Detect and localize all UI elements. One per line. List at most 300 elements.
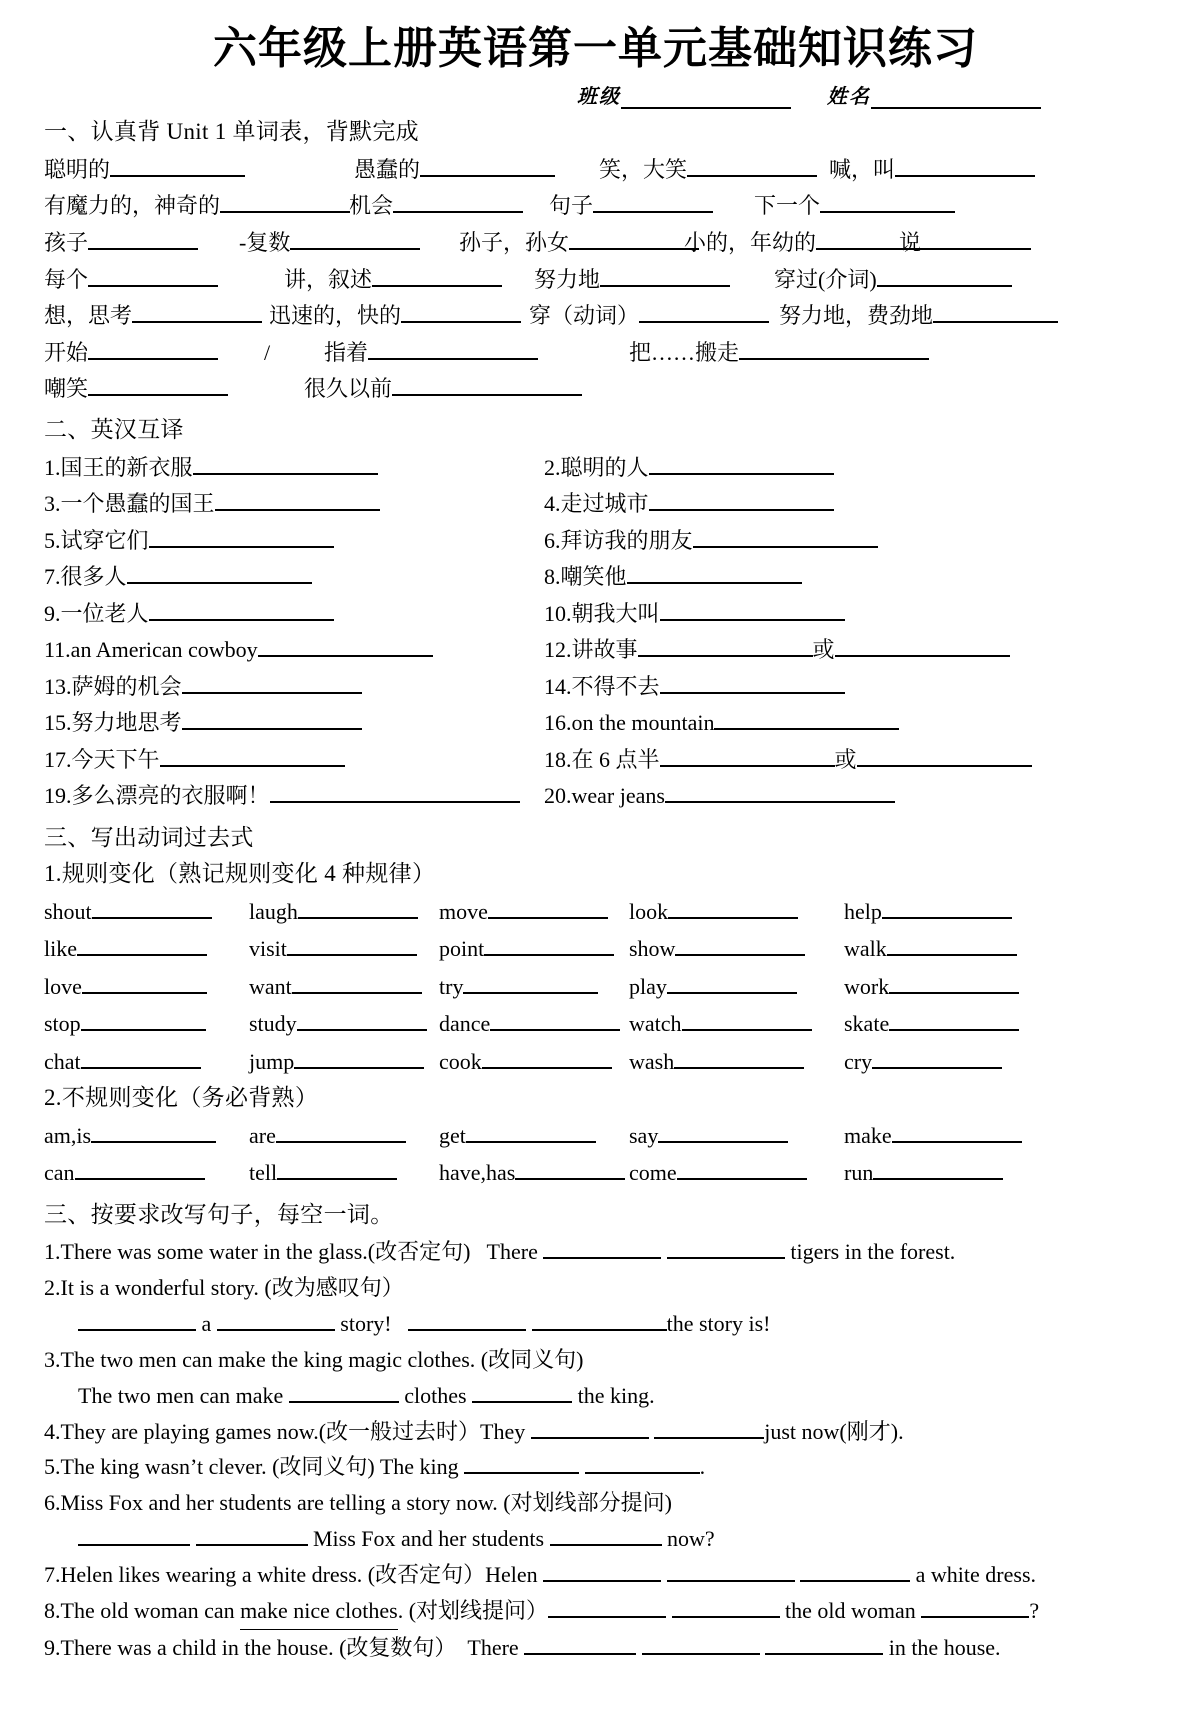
rewrite-text: The two men can make [78,1382,289,1408]
rewrite-number: 6. [44,1490,61,1516]
rewrite-blank[interactable] [78,1308,196,1331]
translation-row [44,632,1145,669]
translation-prompt: 9.一位老人 [44,600,149,626]
verb-blank[interactable] [463,971,598,994]
vocab-item [264,335,324,371]
rewrite-text: ? [1029,1597,1040,1623]
rewrite-text: There was a child in the house. (改复数句） There [60,1634,525,1660]
name-field[interactable] [827,80,1041,109]
rewrite-blank[interactable] [921,1595,1029,1618]
verb-item [844,894,1044,931]
translation-prompt: 4.走过城市 [544,491,649,517]
vocab-blank[interactable] [88,264,218,287]
vocab-label: 把……搬走 [629,339,740,365]
rewrite-text: just now(刚才). [764,1418,904,1444]
translation-blank[interactable] [182,671,362,694]
translation-blank[interactable] [149,598,334,621]
rewrite-text: The old woman can [60,1597,241,1623]
vocab-blank[interactable] [820,190,955,213]
rewrite-blank[interactable] [524,1632,636,1655]
translation-row [44,742,1145,779]
vocab-blank[interactable] [368,337,538,360]
verb-item [844,1044,1044,1081]
verb-blank[interactable] [667,971,797,994]
rewrite-text: clothes [398,1382,473,1408]
verb-item [44,1155,249,1192]
vocab-label: 想，思考 [44,303,133,329]
vocab-blank[interactable] [88,227,198,250]
verb-label: work [844,973,890,999]
vocab-row [44,188,1145,224]
translation-blank[interactable] [149,525,334,548]
verb-item [439,1118,629,1155]
translation-item [44,486,544,523]
verb-blank[interactable] [77,933,207,956]
rewrite-blank[interactable] [672,1595,780,1618]
rewrite-blank[interactable] [548,1595,666,1618]
verb-blank[interactable] [298,896,418,919]
rewrite-text: There was some water in the glass.(改否定句) There [60,1239,544,1265]
rewrite-blank[interactable] [408,1308,526,1331]
verb-row [44,1044,1145,1081]
vocab-item [459,225,684,261]
verb-item [629,931,844,968]
verb-blank[interactable] [488,896,608,919]
translation-row [44,523,1145,560]
translation-prompt: 1.国王的新衣服 [44,454,193,480]
verb-row [44,894,1145,931]
rewrite-text: Miss Fox and her students are telling a story now. (对划线部分提问) [60,1490,672,1516]
verb-label: cry [844,1048,873,1074]
verb-blank[interactable] [658,1120,788,1143]
translation-blank[interactable] [649,452,834,475]
underlined-phrase: make nice clothes [240,1593,398,1630]
vocab-blank[interactable] [921,227,1031,250]
verb-label: can [44,1160,75,1186]
vocab-blank[interactable] [220,190,350,213]
translation-item [544,596,845,633]
vocab-blank[interactable] [933,300,1058,323]
vocab-label: 小的，年幼的 [684,229,817,255]
vocab-item [284,262,534,298]
translation-prompt: 20.wear jeans [544,783,665,809]
verb-label: stop [44,1011,81,1037]
rewrite-blank[interactable] [667,1559,795,1582]
verb-blank[interactable] [91,1120,216,1143]
vocab-item [44,152,354,188]
verb-blank[interactable] [277,1157,397,1180]
verb-blank[interactable] [81,1046,201,1069]
translation-row [44,669,1145,706]
vocab-label: 下一个 [754,193,821,219]
verb-row [44,931,1145,968]
verb-label: skate [844,1011,890,1037]
verb-blank[interactable] [677,1157,807,1180]
vocab-item [779,298,1019,334]
rewrite-blank[interactable] [543,1559,661,1582]
verb-blank[interactable] [889,1008,1019,1031]
rewrite-item [44,1630,1145,1666]
translation-blank[interactable] [270,780,520,803]
vocab-row [44,371,1145,407]
rewrite-blank[interactable] [532,1308,667,1331]
section1-vocab-grid [44,152,1145,407]
verb-blank[interactable] [675,933,805,956]
verb-label: jump [249,1048,295,1074]
translation-item [44,559,544,596]
verb-label: are [249,1122,276,1148]
translation-blank[interactable] [660,744,835,767]
verb-label: say [629,1122,659,1148]
verb-item [44,894,249,931]
translation-blank[interactable] [638,634,813,657]
verb-blank[interactable] [292,971,422,994]
rewrite-blank[interactable] [550,1523,662,1546]
vocab-item [44,225,239,261]
translation-blank[interactable] [660,598,845,621]
vocab-item [774,262,1014,298]
translation-blank[interactable] [665,780,895,803]
translation-prompt: 5.试穿它们 [44,527,149,553]
rewrite-number: 1. [44,1239,61,1265]
translation-item [44,596,544,633]
rewrite-blank[interactable] [654,1416,764,1439]
verb-item [439,969,629,1006]
verb-blank[interactable] [482,1046,612,1069]
vocab-blank[interactable] [639,300,769,323]
translation-blank[interactable] [182,707,362,730]
vocab-blank[interactable] [88,374,228,397]
verb-item [844,1006,1044,1043]
vocab-item [684,225,899,261]
vocab-blank[interactable] [895,154,1035,177]
translation-prompt: 7.很多人 [44,564,127,590]
rewrite-text: story! [334,1311,409,1337]
translation-prompt: 19.多么漂亮的衣服啊！ [44,783,270,809]
verb-item [844,931,1044,968]
rewrite-text: Helen likes wearing a white dress. (改否定句）Helen [60,1562,544,1588]
translation-blank[interactable] [649,488,834,511]
rewrite-blank[interactable] [217,1308,335,1331]
verb-item [44,969,249,1006]
translation-blank[interactable] [714,707,899,730]
translation-item [544,778,895,815]
vocab-label: 穿（动词） [529,303,640,329]
rewrite-blank[interactable] [78,1523,190,1546]
verb-label: cook [439,1048,482,1074]
rewrite-text: The king wasn’t clever. (改同义句) The king [60,1454,465,1480]
rewrite-number: 9. [44,1634,61,1660]
translation-item [44,450,544,487]
translation-row [44,778,1145,815]
verb-item [44,1006,249,1043]
section4-rewrite-list [44,1234,1145,1665]
verb-label: have,has [439,1160,516,1186]
verb-item [629,1118,844,1155]
rewrite-blank[interactable] [464,1452,579,1475]
vocab-item [44,371,304,407]
regular-verbs-grid [44,894,1145,1081]
translation-blank[interactable] [215,488,380,511]
vocab-blank[interactable] [877,264,1012,287]
rewrite-number: 5. [44,1454,61,1480]
verb-label: love [44,973,82,999]
translation-blank[interactable] [627,561,802,584]
class-blank[interactable] [621,85,791,109]
rewrite-text: tigers in the forest. [784,1239,956,1265]
translation-alt-blank[interactable] [857,744,1032,767]
vocab-blank[interactable] [372,264,502,287]
vocab-item [899,225,1099,261]
vocab-item [324,335,629,371]
vocab-label: 机会 [349,193,394,219]
verb-label: make [844,1122,892,1148]
rewrite-text: the old woman [779,1597,922,1623]
verb-blank[interactable] [682,1008,812,1031]
vocab-label: -复数 [239,229,291,255]
vocab-row [44,225,1145,261]
vocab-label: 穿过(介词) [774,266,877,292]
verb-blank[interactable] [889,971,1019,994]
verb-label: am,is [44,1122,92,1148]
verb-blank[interactable] [882,896,1012,919]
verb-label: study [249,1011,297,1037]
rewrite-text: in the house. [883,1634,1001,1660]
vocab-row [44,262,1145,298]
translation-prompt: 13.萨姆的机会 [44,673,182,699]
vocab-item [354,152,599,188]
rewrite-text: now? [661,1526,715,1552]
verb-item [249,969,439,1006]
verb-blank[interactable] [92,896,212,919]
rewrite-blank[interactable] [667,1236,785,1259]
verb-label: come [629,1160,677,1186]
vocab-item [754,188,994,224]
vocab-label: 愚蠢的 [354,156,421,182]
translation-blank[interactable] [258,634,433,657]
verb-label: point [439,936,485,962]
section3-heading: 三、写出动词过去式 [44,824,254,850]
translation-alt-blank[interactable] [835,634,1010,657]
verb-item [844,1155,1044,1192]
translation-item [44,742,544,779]
vocab-blank[interactable] [593,190,713,213]
vocab-label: 努力地 [534,266,601,292]
vocab-blank[interactable] [290,227,420,250]
translation-prompt: 10.朝我大叫 [544,600,660,626]
verb-item [249,931,439,968]
class-label: 班级 [577,84,621,109]
name-blank[interactable] [871,85,1041,109]
verb-label: help [844,898,882,924]
verb-item [44,1118,249,1155]
verb-row [44,1155,1145,1192]
verb-label: like [44,936,77,962]
translation-blank[interactable] [660,671,845,694]
translation-row [44,559,1145,596]
rewrite-text: They are playing games now.(改一般过去时）They [60,1418,531,1444]
verb-blank[interactable] [674,1046,804,1069]
vocab-label: 有魔力的，神奇的 [44,193,221,219]
translation-item [544,559,802,596]
translation-row [44,596,1145,633]
verb-item [249,1044,439,1081]
rewrite-blank[interactable] [531,1416,649,1439]
vocab-item [44,335,264,371]
rewrite-blank[interactable] [472,1380,572,1403]
verb-blank[interactable] [490,1008,620,1031]
rewrite-item [44,1414,1145,1450]
vocab-row [44,335,1145,371]
verb-label: play [629,973,667,999]
vocab-item [549,188,754,224]
rewrite-blank[interactable] [543,1236,661,1259]
rewrite-blank[interactable] [765,1632,883,1655]
rewrite-text: It is a wonderful story. (改为感叹句） [60,1275,404,1301]
vocab-blank[interactable] [569,227,699,250]
verb-label: want [249,973,292,999]
vocab-blank[interactable] [110,154,245,177]
vocab-blank[interactable] [687,154,817,177]
verb-blank[interactable] [872,1046,1002,1069]
vocab-item [529,298,779,334]
rewrite-blank[interactable] [642,1632,760,1655]
rewrite-blank[interactable] [585,1452,700,1475]
vocab-label: / [264,339,271,365]
verb-item [44,931,249,968]
rewrite-text: . (对划线提问） [397,1597,549,1623]
verb-item [629,1006,844,1043]
verb-blank[interactable] [294,1046,424,1069]
verb-label: walk [844,936,887,962]
verb-blank[interactable] [276,1120,406,1143]
verb-label: tell [249,1160,278,1186]
verb-label: try [439,973,464,999]
irregular-verbs-grid [44,1118,1145,1192]
translation-item [544,632,1010,669]
translation-item [544,742,1032,779]
vocab-row [44,298,1145,334]
vocab-blank[interactable] [88,337,218,360]
verb-label: get [439,1122,466,1148]
verb-blank[interactable] [82,971,207,994]
translation-prompt: 12.讲故事 [544,637,638,663]
verb-item [249,1155,439,1192]
translation-alt-label: 或 [834,746,857,772]
vocab-label: 孩子 [44,229,89,255]
vocab-blank[interactable] [600,264,730,287]
vocab-label: 每个 [44,266,89,292]
worksheet-page [0,23,1191,1710]
verb-item [44,1044,249,1081]
translation-blank[interactable] [127,561,312,584]
verb-item [439,894,629,931]
translation-prompt: 3.一个愚蠢的国王 [44,491,215,517]
rewrite-item [44,1593,1145,1630]
verb-label: shout [44,898,92,924]
verb-blank[interactable] [297,1008,427,1031]
translation-row [44,705,1145,742]
verb-label: show [629,936,676,962]
section4-heading: 三、按要求改写句子，每空一词。 [44,1201,394,1227]
class-field[interactable] [577,80,791,109]
vocab-label: 孙子，孙女 [459,229,570,255]
translation-prompt: 14.不得不去 [544,673,660,699]
vocab-blank[interactable] [392,374,582,397]
verb-blank[interactable] [668,896,798,919]
verb-item [439,1155,629,1192]
translation-item [44,778,544,815]
section2-translation-grid [44,450,1145,815]
translation-blank[interactable] [160,744,345,767]
vocab-item [349,188,549,224]
vocab-label: 嘲笑 [44,376,89,402]
verb-label: laugh [249,898,298,924]
verb-blank[interactable] [81,1008,206,1031]
translation-prompt: 2.聪明的人 [544,454,649,480]
vocab-blank[interactable] [739,337,929,360]
verb-blank[interactable] [892,1120,1022,1143]
rewrite-blank[interactable] [800,1559,910,1582]
translation-blank[interactable] [693,525,878,548]
rewrite-text: Miss Fox and her students [307,1526,550,1552]
translation-alt-label: 或 [812,637,835,663]
verb-blank[interactable] [873,1157,1003,1180]
name-label: 姓名 [827,84,871,109]
translation-item [544,523,878,560]
translation-item [44,705,544,742]
vocab-label: 指着 [324,339,369,365]
verb-item [249,894,439,931]
verb-label: wash [629,1048,675,1074]
vocab-label: 努力地，费劲地 [779,303,934,329]
translation-item [44,669,544,706]
verb-blank[interactable] [887,933,1017,956]
verb-blank[interactable] [287,933,417,956]
vocab-item [629,335,959,371]
translation-blank[interactable] [193,452,378,475]
vocab-blank[interactable] [401,300,521,323]
verb-label: visit [249,936,287,962]
vocab-label: 聪明的 [44,156,111,182]
rewrite-item [44,1485,1145,1521]
verb-blank[interactable] [515,1157,625,1180]
vocab-blank[interactable] [393,190,523,213]
rewrite-item [44,1557,1145,1593]
verb-blank[interactable] [484,933,614,956]
rewrite-blank[interactable] [289,1380,399,1403]
verb-blank[interactable] [75,1157,205,1180]
rewrite-item [44,1342,1145,1378]
vocab-row [44,152,1145,188]
verb-blank[interactable] [466,1120,596,1143]
verb-item [844,1118,1044,1155]
translation-row [44,486,1145,523]
rewrite-number: 4. [44,1418,61,1444]
section1-heading: 一、认真背 Unit 1 单词表，背默完成 [44,119,419,145]
translation-item [44,523,544,560]
vocab-item [44,188,349,224]
translation-item [544,486,834,523]
rewrite-blank[interactable] [196,1523,308,1546]
header-fields [0,80,1191,109]
page-title: 六年级上册英语第一单元基础知识练习 [213,23,978,74]
section3-irregular-heading: 2.不规则变化（务必背熟） [44,1085,319,1111]
translation-prompt: 11.an American cowboy [44,637,258,663]
rewrite-item [44,1234,1145,1270]
vocab-blank[interactable] [132,300,262,323]
vocab-blank[interactable] [420,154,555,177]
